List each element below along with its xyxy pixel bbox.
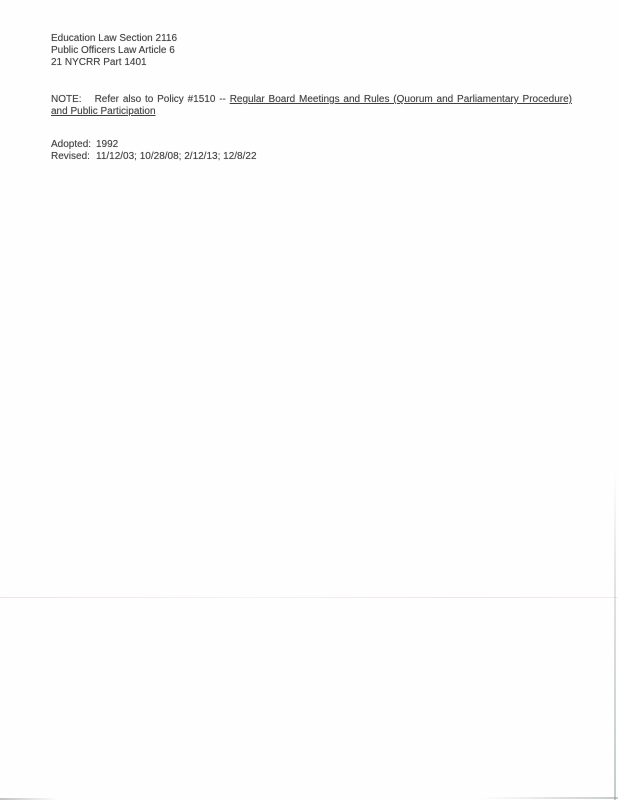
- policy-cross-reference: Regular Board Meetings and Rules (Quorum and Parliamentary Procedure) and Public Participation: [51, 94, 572, 117]
- scan-artifact-line: [0, 597, 618, 598]
- revised-label: Revised:: [51, 151, 90, 162]
- adopted-label: Adopted:: [51, 139, 92, 150]
- legal-reference-line: Public Officers Law Article 6: [51, 45, 175, 56]
- legal-references: [51, 33, 177, 69]
- note-label: NOTE:: [51, 94, 82, 105]
- legal-reference-line: 21 NYCRR Part 1401: [51, 57, 147, 68]
- note-paragraph: [51, 94, 572, 118]
- adopted-value: 1992: [96, 139, 119, 150]
- revised-row: [51, 151, 257, 163]
- legal-reference-line: Education Law Section 2116: [51, 33, 178, 44]
- adoption-history: [51, 139, 257, 163]
- note-text: Refer also to Policy #1510 --: [94, 94, 230, 105]
- adopted-row: [51, 139, 257, 151]
- revised-value: 11/12/03; 10/28/08; 2/12/13; 12/8/22: [96, 151, 257, 162]
- scan-edge-shadow-right: [614, 470, 616, 800]
- scan-edge-shadow-bottom-right: [480, 797, 618, 799]
